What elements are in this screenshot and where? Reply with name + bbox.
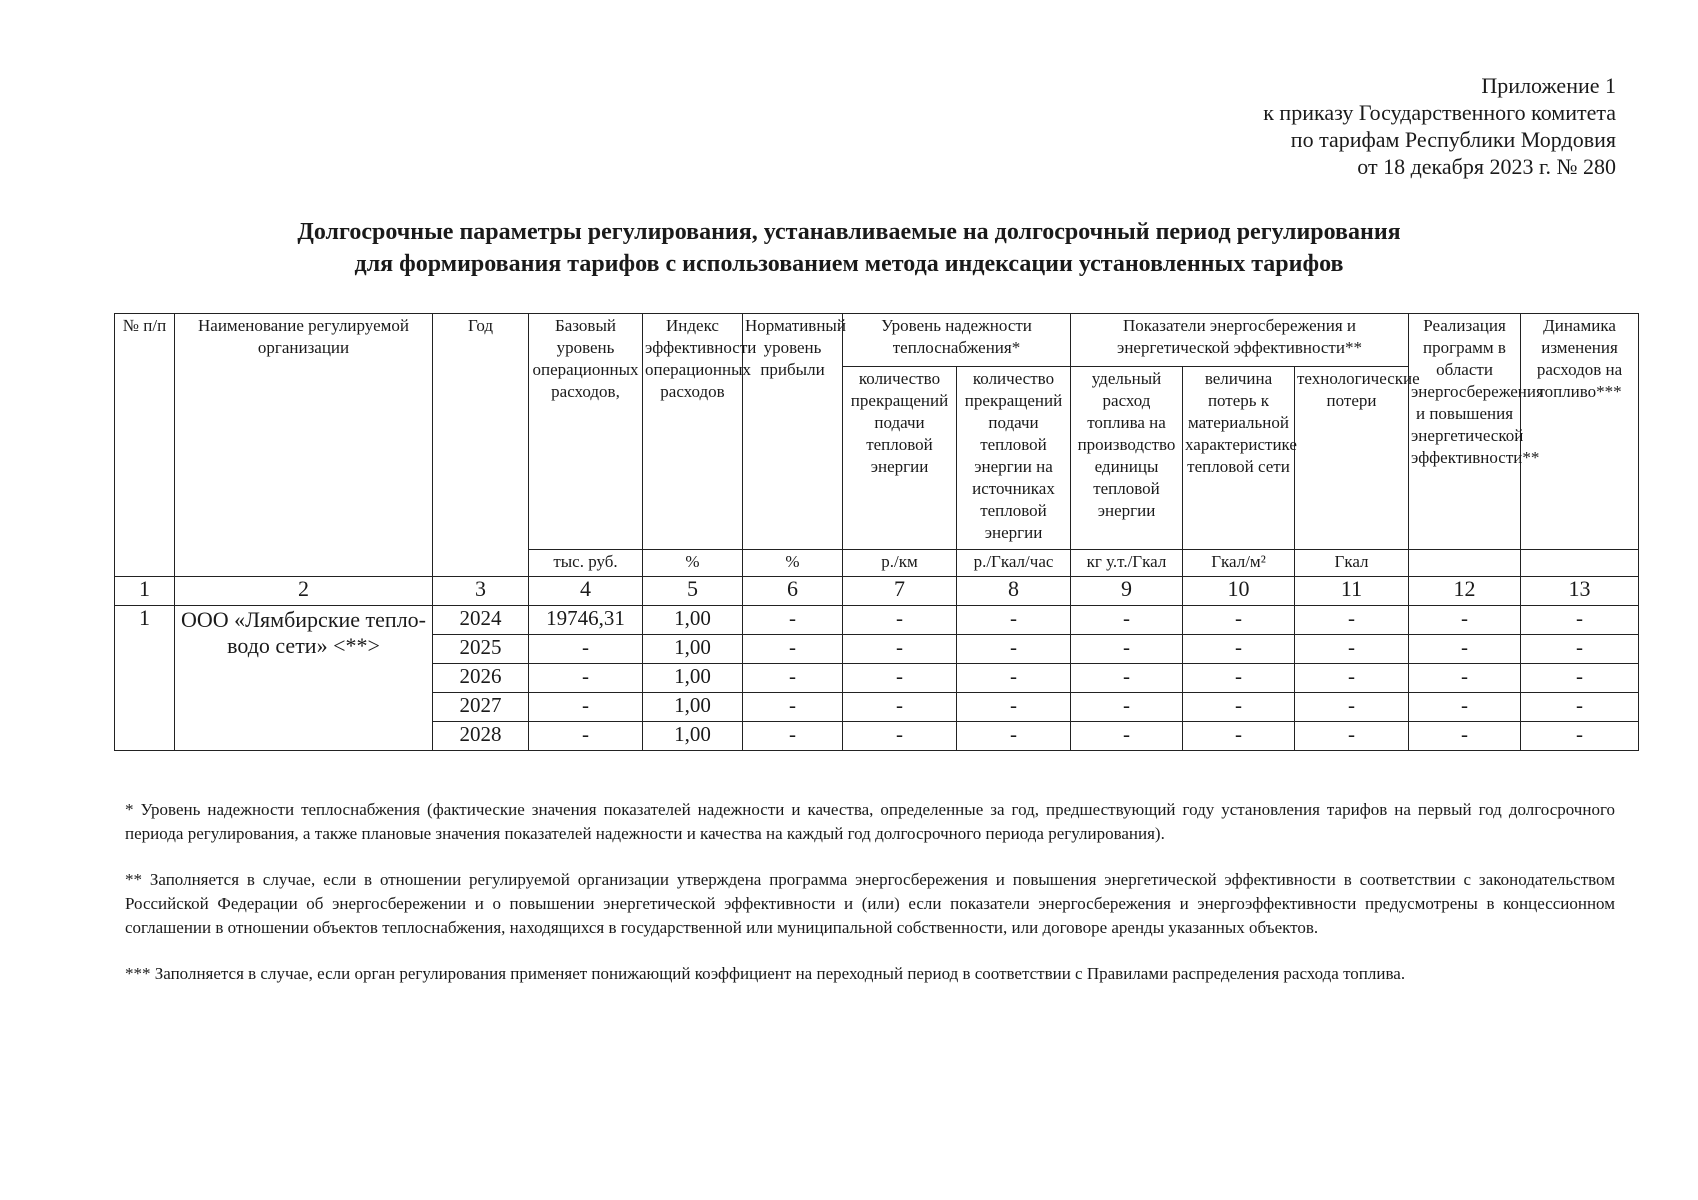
cell-c9: - — [1071, 664, 1183, 693]
cell-index: 1,00 — [643, 722, 743, 751]
header-year: Год — [433, 314, 529, 577]
col-number: 11 — [1295, 577, 1409, 606]
cell-c9: - — [1071, 606, 1183, 635]
col-number: 10 — [1183, 577, 1295, 606]
unit-c4: тыс. руб. — [529, 550, 643, 577]
title-line-2: для формирования тарифов с использованием метода индексации установленных тарифов — [354, 251, 1344, 277]
cell-c9: - — [1071, 693, 1183, 722]
cell-c13: - — [1521, 722, 1639, 751]
cell-c11: - — [1295, 606, 1409, 635]
cell-index: 1,00 — [643, 606, 743, 635]
cell-profit: - — [743, 664, 843, 693]
parameters-table — [114, 313, 1639, 751]
header-efficiency-index: Индекс эффективности операционных расходов — [643, 314, 743, 550]
cell-c13: - — [1521, 606, 1639, 635]
header-reliability-group: Уровень надежности теплоснабжения* — [843, 314, 1071, 367]
cell-c12: - — [1409, 635, 1521, 664]
unit-c7: р./км — [843, 550, 957, 577]
col-number: 5 — [643, 577, 743, 606]
cell-c9: - — [1071, 722, 1183, 751]
cell-c13: - — [1521, 635, 1639, 664]
cell-base: - — [529, 722, 643, 751]
col-number: 6 — [743, 577, 843, 606]
header-losses: величина потерь к материальной характеристике тепловой сети — [1183, 367, 1295, 550]
cell-profit: - — [743, 722, 843, 751]
document-title — [0, 216, 1698, 280]
header-outages-sources: количество прекращений подачи тепловой энергии на источниках тепловой энергии — [957, 367, 1071, 550]
col-number: 8 — [957, 577, 1071, 606]
appendix-line-1: Приложение 1 — [1481, 73, 1616, 98]
col-number: 7 — [843, 577, 957, 606]
cell-c12: - — [1409, 664, 1521, 693]
cell-year: 2028 — [433, 722, 529, 751]
cell-year: 2027 — [433, 693, 529, 722]
column-number-row — [115, 577, 1639, 606]
cell-c8: - — [957, 722, 1071, 751]
cell-c8: - — [957, 693, 1071, 722]
header-tech-losses: технологические потери — [1295, 367, 1409, 550]
cell-c7: - — [843, 722, 957, 751]
org-number: 1 — [115, 606, 175, 751]
cell-c10: - — [1183, 693, 1295, 722]
org-name: ООО «Лямбирские тепло-водо сети» <**> — [175, 606, 433, 751]
cell-c11: - — [1295, 635, 1409, 664]
col-number: 1 — [115, 577, 175, 606]
header-base-opex: Базовый уровень операционных расходов, — [529, 314, 643, 550]
unit-c13 — [1521, 550, 1639, 577]
cell-c13: - — [1521, 664, 1639, 693]
cell-c12: - — [1409, 722, 1521, 751]
cell-c7: - — [843, 606, 957, 635]
cell-c7: - — [843, 635, 957, 664]
cell-profit: - — [743, 606, 843, 635]
footnotes — [125, 798, 1615, 1008]
cell-c10: - — [1183, 635, 1295, 664]
unit-c12 — [1409, 550, 1521, 577]
appendix-line-3: по тарифам Республики Мордовия — [1290, 127, 1616, 152]
cell-c10: - — [1183, 722, 1295, 751]
col-number: 13 — [1521, 577, 1639, 606]
footnote-2: ** Заполняется в случае, если в отношении регулируемой организации утверждена программа энергосбережения и повышения энергетической эффективности в соответствии с законодательством Российской Федерации об энергосбережении и о повышении энергетической эффективности и (или) если показатели энергосбережения и энергоэффективности предусмотрены в концессионном соглашении в отношении объектов теплоснабжения, находящихся в государственной или муниципальной собственности, или договоре аренды указанных объектов. — [125, 870, 1615, 937]
appendix-line-2: к приказу Государственного комитета — [1263, 100, 1616, 125]
unit-c10: Гкал/м² — [1183, 550, 1295, 577]
header-programs: Реализация программ в области энергосбережения и повышения энергетической эффективности** — [1409, 314, 1521, 550]
cell-c8: - — [957, 635, 1071, 664]
cell-c7: - — [843, 693, 957, 722]
header-profit-level: Нормативный уровень прибыли — [743, 314, 843, 550]
unit-c8: р./Гкал/час — [957, 550, 1071, 577]
cell-year: 2024 — [433, 606, 529, 635]
col-number: 4 — [529, 577, 643, 606]
unit-c6: % — [743, 550, 843, 577]
cell-c8: - — [957, 664, 1071, 693]
col-number: 3 — [433, 577, 529, 606]
cell-index: 1,00 — [643, 664, 743, 693]
appendix-header — [1263, 72, 1616, 180]
cell-c11: - — [1295, 693, 1409, 722]
cell-profit: - — [743, 693, 843, 722]
unit-c5: % — [643, 550, 743, 577]
cell-c9: - — [1071, 635, 1183, 664]
cell-c8: - — [957, 606, 1071, 635]
unit-c11: Гкал — [1295, 550, 1409, 577]
cell-base: - — [529, 693, 643, 722]
cell-index: 1,00 — [643, 693, 743, 722]
cell-c13: - — [1521, 693, 1639, 722]
header-outages-per-km: количество прекращений подачи тепловой энергии — [843, 367, 957, 550]
col-number: 2 — [175, 577, 433, 606]
cell-c7: - — [843, 664, 957, 693]
title-line-1: Долгосрочные параметры регулирования, устанавливаемые на долгосрочный период регулирования — [297, 219, 1401, 245]
cell-c11: - — [1295, 664, 1409, 693]
header-energy-group: Показатели энергосбережения и энергетической эффективности** — [1071, 314, 1409, 367]
header-organization: Наименование регулируемой организации — [175, 314, 433, 577]
cell-base: - — [529, 635, 643, 664]
cell-year: 2026 — [433, 664, 529, 693]
header-fuel-dynamics: Динамика изменения расходов на топливо*** — [1521, 314, 1639, 550]
cell-c10: - — [1183, 664, 1295, 693]
footnote-1: * Уровень надежности теплоснабжения (фактические значения показателей надежности и качества, определенные за год, предшествующий году установления тарифов на первый год долгосрочного периода регулирования, а также плановые значения показателей надежности и качества на каждый год долгосрочного периода регулирования). — [125, 800, 1615, 843]
cell-c11: - — [1295, 722, 1409, 751]
header-fuel-rate: удельный расход топлива на производство единицы тепловой энергии — [1071, 367, 1183, 550]
table-row — [115, 606, 1639, 635]
cell-c10: - — [1183, 606, 1295, 635]
cell-base: 19746,31 — [529, 606, 643, 635]
footnote-3: *** Заполняется в случае, если орган регулирования применяет понижающий коэффициент на переходный период в соответствии с Правилами распределения расхода топлива. — [125, 964, 1406, 983]
header-number: № п/п — [115, 314, 175, 577]
cell-c12: - — [1409, 693, 1521, 722]
cell-index: 1,00 — [643, 635, 743, 664]
appendix-line-4: от 18 декабря 2023 г. № 280 — [1357, 154, 1616, 179]
cell-profit: - — [743, 635, 843, 664]
unit-c9: кг у.т./Гкал — [1071, 550, 1183, 577]
cell-base: - — [529, 664, 643, 693]
cell-c12: - — [1409, 606, 1521, 635]
col-number: 9 — [1071, 577, 1183, 606]
cell-year: 2025 — [433, 635, 529, 664]
col-number: 12 — [1409, 577, 1521, 606]
